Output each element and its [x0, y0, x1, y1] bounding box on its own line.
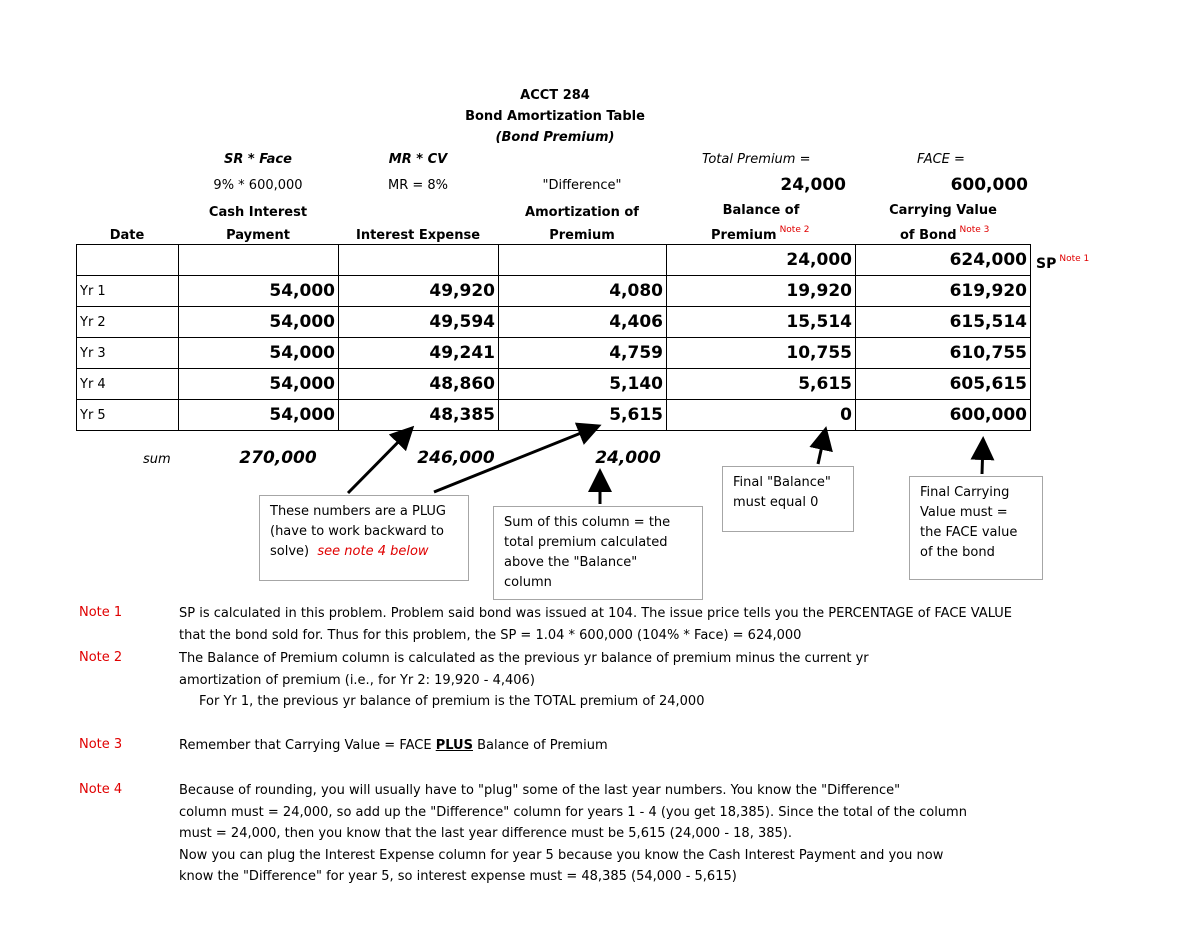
- sp-label: SP $^{Note 1}$: [1036, 254, 1090, 272]
- note-4-line-1: Because of rounding, you will usually have to "plug" some of the last year numbers. You know the "Difference": [179, 783, 901, 798]
- cell-interest: 49,920: [339, 276, 499, 307]
- cell-carrying: 610,755: [856, 338, 1031, 369]
- note-1-text: [179, 603, 1012, 646]
- cell-balance: 0: [667, 400, 856, 431]
- plug-line-1: These numbers are a PLUG: [270, 504, 447, 519]
- cell-date: Yr 1: [77, 276, 179, 307]
- note-4-line-4: Now you can plug the Interest Expense column for year 5 because you know the Cash Interest Payment and you now: [179, 847, 944, 863]
- cell-carrying: 624,000: [856, 245, 1031, 276]
- header-carrying-1: Carrying Value: [889, 203, 997, 218]
- cell-amort: 5,615: [499, 400, 667, 431]
- arrow-to-interest-plug: [348, 430, 410, 493]
- note-4-label: Note 4: [79, 782, 123, 797]
- sum-line-1: Sum of this column = the: [504, 515, 671, 530]
- arrow-to-final-balance: [818, 432, 825, 464]
- cell-carrying: 615,514: [856, 307, 1031, 338]
- plug-line-2: (have to work backward to: [270, 524, 444, 539]
- note-2-label: Note 2: [79, 650, 123, 665]
- cell-date: Yr 3: [77, 338, 179, 369]
- cell-date: Yr 4: [77, 369, 179, 400]
- note-2-ref: Note 2: [779, 225, 810, 235]
- document-title: Bond Amortization Table: [465, 109, 645, 124]
- cell-carrying: 600,000: [856, 400, 1031, 431]
- cell-date: Yr 5: [77, 400, 179, 431]
- course-title: ACCT 284: [520, 88, 590, 103]
- note-2-line-3: For Yr 1, the previous yr balance of premium is the TOTAL premium of 24,000: [199, 694, 705, 709]
- carrying-callout-line-2: Value must =: [920, 505, 1008, 520]
- face-value: 600,000: [950, 175, 1028, 195]
- cash-formula-value: 9% * 600,000: [213, 178, 303, 193]
- total-premium-label: Total Premium =: [702, 152, 811, 167]
- note-1-label: Note 1: [79, 605, 123, 620]
- cell-cash: 54,000: [179, 369, 339, 400]
- balance-callout-line-1: Final "Balance": [733, 475, 831, 490]
- header-balance-1: Balance of: [722, 203, 800, 218]
- note-4-line-2: column must = 24,000, so add up the "Difference" column for years 1 - 4 (you get 18,385). Since the total of the column: [179, 804, 967, 820]
- cell-carrying: 619,920: [856, 276, 1031, 307]
- note-1-line-1: SP is calculated in this problem. Problem said bond was issued at 104. The issue price tells you the PERCENTAGE of FACE VALUE: [179, 606, 1013, 621]
- header-cash-1: Cash Interest: [208, 205, 308, 220]
- cell-cash: 54,000: [179, 400, 339, 431]
- interest-formula: MR * CV: [388, 152, 448, 167]
- cell-balance: 24,000: [667, 245, 856, 276]
- cell-interest: 48,385: [339, 400, 499, 431]
- header-cash-2: Payment: [226, 228, 290, 243]
- carrying-callout-line-1: Final Carrying: [920, 485, 1010, 500]
- note-3-plus: PLUS: [435, 738, 473, 753]
- face-label: FACE =: [917, 152, 965, 167]
- cell-balance: 10,755: [667, 338, 856, 369]
- cell-interest: 48,860: [339, 369, 499, 400]
- note-3-label: Note 3: [79, 737, 123, 752]
- cell-carrying: 605,615: [856, 369, 1031, 400]
- cell-amort: 4,406: [499, 307, 667, 338]
- note-4-line-3: must = 24,000, then you know that the last year difference must be 5,615 (24,000 - 18, 385).: [179, 826, 792, 841]
- cell-interest: 49,594: [339, 307, 499, 338]
- balance-callout-line-2: must equal 0: [733, 495, 819, 510]
- cell-balance: 5,615: [667, 369, 856, 400]
- sum-cash: 270,000: [239, 448, 317, 468]
- cell-interest: 49,241: [339, 338, 499, 369]
- interest-formula-value: MR = 8%: [387, 178, 449, 193]
- cell-cash: 54,000: [179, 338, 339, 369]
- arrow-to-final-carrying: [982, 442, 983, 474]
- note-4-line-5: know the "Difference" for year 5, so interest expense must = 48,385 (54,000 - 5,615): [179, 869, 737, 884]
- note-3-ref: Note 3: [959, 225, 990, 235]
- cell-balance: 19,920: [667, 276, 856, 307]
- cell-amort: 5,140: [499, 369, 667, 400]
- cell-cash: 54,000: [179, 307, 339, 338]
- sum-interest: 246,000: [417, 448, 495, 468]
- note-2-line-2: amortization of premium (i.e., for Yr 2: 19,920 - 4,406): [179, 672, 535, 688]
- note-2-text: [179, 648, 869, 713]
- sum-line-3: above the "Balance": [504, 555, 638, 570]
- total-premium-value: 24,000: [780, 175, 846, 195]
- sum-label: sum: [143, 452, 171, 467]
- sum-amort: 24,000: [595, 448, 661, 468]
- header-amort-2: Premium: [549, 228, 615, 243]
- sum-line-2: total premium calculated: [504, 535, 668, 550]
- plug-note-ref: see note 4 below: [317, 544, 429, 559]
- difference-label: "Difference": [542, 178, 622, 193]
- header-balance-2: Premium $^{Note 2}$: [711, 225, 810, 243]
- carrying-callout-line-4: of the bond: [920, 545, 995, 560]
- carrying-callout-line-3: the FACE value: [920, 525, 1018, 540]
- cell-date: Yr 2: [77, 307, 179, 338]
- document-subtitle: (Bond Premium): [495, 130, 615, 145]
- sum-line-4: column: [504, 575, 552, 590]
- cell-amort: 4,759: [499, 338, 667, 369]
- cell-amort: 4,080: [499, 276, 667, 307]
- header-interest-expense: Interest Expense: [355, 228, 481, 243]
- cell-cash: 54,000: [179, 276, 339, 307]
- note-4-text: [179, 780, 967, 888]
- arrow-to-amort-plug: [434, 427, 596, 492]
- note-1-line-2: that the bond sold for. Thus for this problem, the SP = 1.04 * 600,000 (104% * Face) = 624,000: [179, 627, 802, 643]
- header-amort-1: Amortization of: [525, 205, 639, 220]
- plug-line-3: solve) see note 4 below: [270, 544, 429, 559]
- note-2-line-1: The Balance of Premium column is calculated as the previous yr balance of premium minus the current yr: [179, 651, 869, 666]
- header-date: Date: [109, 228, 145, 243]
- cell-balance: 15,514: [667, 307, 856, 338]
- header-carrying-2: of Bond $^{Note 3}$: [900, 225, 990, 243]
- note-1-ref: Note 1: [1059, 254, 1090, 264]
- cash-formula: SR * Face: [224, 152, 292, 167]
- note-3-text: Remember that Carrying Value = FACE PLUS Balance of Premium: [179, 738, 608, 753]
